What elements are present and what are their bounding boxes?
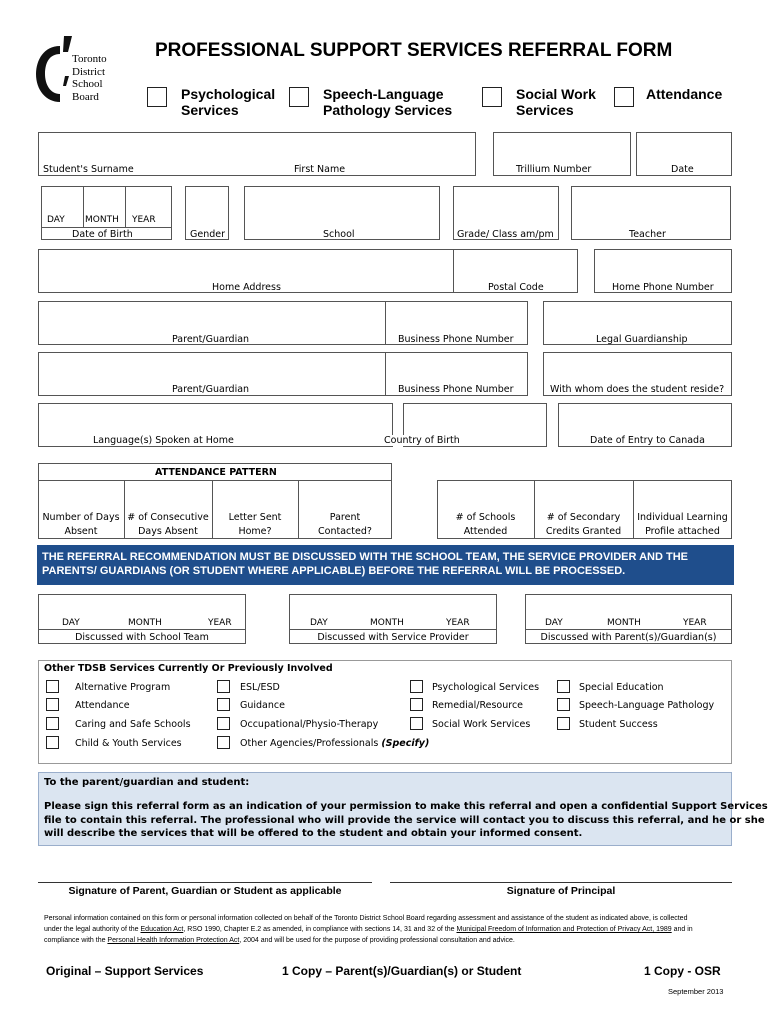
child-youth-checkbox[interactable]	[46, 736, 59, 749]
month-label: MONTH	[607, 618, 641, 628]
principal-signature-line[interactable]	[390, 882, 732, 883]
col-text: Parent	[329, 512, 361, 523]
dob-month-label: MONTH	[85, 215, 119, 225]
service-label: Special Education	[579, 682, 664, 693]
day-label: DAY	[545, 618, 563, 628]
privacy-line: Personal information contained on this form or personal information collected on behalf of the Toronto District School Board regarding assessment and assistance of the student as indicated above, is collected	[44, 915, 688, 922]
col-text: Contacted?	[318, 526, 372, 537]
logo-line1: Toronto	[72, 53, 107, 65]
footer-original: Original – Support Services	[46, 964, 204, 978]
col-text: Number of Days	[42, 512, 120, 523]
discussed-service-provider-label: Discussed with Service Provider	[317, 632, 469, 643]
privacy-text: under the legal authority of the	[44, 926, 141, 933]
privacy-text: and in	[671, 926, 693, 933]
parent-guardian-label: Parent/Guardian	[172, 334, 250, 345]
student-success-checkbox[interactable]	[557, 717, 570, 730]
mfippa-link[interactable]: Municipal Freedom of Information and Protection of Privacy Act, 1989	[456, 926, 672, 933]
year-label: YEAR	[208, 618, 232, 628]
legal-guardianship-label: Legal Guardianship	[596, 334, 688, 345]
school-label: School	[323, 229, 355, 240]
teacher-label: Teacher	[629, 229, 666, 240]
first-name-label: First Name	[294, 164, 346, 175]
dob-label: Date of Birth	[72, 229, 133, 240]
consent-line: Please sign this referral form as an indication of your permission to make this referral and open a confidential Support Services	[44, 801, 768, 812]
reside-label: With whom does the student reside?	[550, 384, 725, 395]
service-label: Remedial/Resource	[432, 700, 524, 711]
gender-label: Gender	[190, 229, 226, 240]
learning-profile-label[interactable]	[633, 511, 732, 539]
col-text: # of Schools	[455, 512, 516, 523]
attendance-checkbox[interactable]	[614, 87, 634, 107]
business-phone-label: Business Phone Number	[398, 334, 514, 345]
psychological-checkbox[interactable]	[147, 87, 167, 107]
discussed-school-team-label: Discussed with School Team	[75, 632, 209, 643]
social-work-checkbox[interactable]	[482, 87, 502, 107]
year-label: YEAR	[446, 618, 470, 628]
speech-language-pathology-checkbox[interactable]	[557, 698, 570, 711]
dob-year-label: YEAR	[132, 215, 156, 225]
col-text: Letter Sent	[228, 512, 282, 523]
footer-date: September 2013	[668, 987, 724, 996]
days-absent-label[interactable]	[38, 511, 124, 539]
consent-line: file to contain this referral. The professional who will provide the service will contact you to discuss this referral, and he or she	[44, 814, 765, 826]
other-agencies-label	[240, 738, 429, 749]
parent-guardian-label: Parent/Guardian	[172, 384, 250, 395]
logo-line4: Board	[72, 90, 99, 103]
month-label: MONTH	[128, 618, 162, 628]
banner-line: PARENTS/ GUARDIANS (OR STUDENT WHERE APPLICABLE) BEFORE THE REFERRAL WILL BE PROCESSED.	[42, 565, 626, 577]
specify-label: (Specify)	[381, 738, 430, 749]
day-label: DAY	[62, 618, 80, 628]
service-label: Speech-Language Pathology	[579, 700, 715, 711]
service-label: Child & Youth Services	[75, 738, 182, 749]
option-text: Services	[181, 102, 239, 118]
social-work-services-checkbox[interactable]	[410, 717, 423, 730]
service-label: Attendance	[75, 700, 130, 711]
col-text: # of Consecutive	[127, 512, 209, 523]
service-label: Student Success	[579, 719, 658, 730]
option-text: Speech-Language	[323, 86, 444, 102]
option-attendance	[646, 86, 722, 102]
home-address-label: Home Address	[212, 282, 281, 293]
discussed-parents-label: Discussed with Parent(s)/Guardian(s)	[540, 632, 717, 643]
consent-text	[44, 800, 768, 841]
service-label: Caring and Safe Schools	[75, 719, 191, 730]
page-title: PROFESSIONAL SUPPORT SERVICES REFERRAL FORM	[155, 40, 673, 61]
service-label: Occupational/Physio-Therapy	[240, 719, 379, 730]
alternative-program-checkbox[interactable]	[46, 680, 59, 693]
education-act-link[interactable]: Education Act	[140, 926, 184, 933]
parent-signature-line[interactable]	[38, 882, 372, 883]
col-text: # of Secondary	[546, 512, 621, 523]
guidance-checkbox[interactable]	[217, 698, 230, 711]
esl-esd-checkbox[interactable]	[217, 680, 230, 693]
service-label: Guidance	[240, 700, 285, 711]
option-text: Attendance	[646, 86, 723, 102]
attendance-service-checkbox[interactable]	[46, 698, 59, 711]
principal-signature-label: Signature of Principal	[506, 885, 616, 897]
year-label: YEAR	[683, 618, 707, 628]
service-label: Alternative Program	[75, 682, 171, 693]
date-label: Date	[671, 164, 694, 175]
speech-language-checkbox[interactable]	[289, 87, 309, 107]
col-text: Individual Learning	[637, 512, 728, 523]
service-label: Psychological Services	[432, 682, 540, 693]
privacy-notice	[44, 913, 734, 946]
other-agencies-checkbox[interactable]	[217, 736, 230, 749]
col-text: Profile attached	[645, 526, 720, 537]
consent-line: will describe the services that will be offered to the student and obtain your informed consent.	[44, 828, 583, 839]
consent-heading: To the parent/guardian and student:	[44, 777, 250, 788]
col-text: Attended	[463, 526, 508, 537]
privacy-line	[44, 924, 734, 935]
service-label: Other Agencies/Professionals	[240, 738, 379, 749]
letter-sent-label[interactable]	[212, 511, 298, 539]
option-text: Services	[516, 102, 574, 118]
parent-contacted-label[interactable]	[298, 511, 392, 539]
special-education-checkbox[interactable]	[557, 680, 570, 693]
other-services-title: Other TDSB Services Currently Or Previously Involved	[44, 663, 333, 674]
option-psychological	[181, 86, 275, 118]
consent-box	[38, 772, 768, 846]
consecutive-days-label[interactable]	[124, 511, 212, 539]
attendance-pattern-title: ATTENDANCE PATTERN	[155, 467, 277, 478]
trillium-label: Trillium Number	[516, 164, 592, 175]
psychological-services-checkbox[interactable]	[410, 680, 423, 693]
business-phone-label: Business Phone Number	[398, 384, 514, 395]
occupational-therapy-checkbox[interactable]	[217, 717, 230, 730]
footer-copy-parents: 1 Copy – Parent(s)/Guardian(s) or Student	[282, 964, 522, 978]
entry-date-label: Date of Entry to Canada	[590, 435, 705, 446]
caring-safe-schools-checkbox[interactable]	[46, 717, 59, 730]
logo-line3: School	[72, 78, 103, 90]
surname-label: Student's Surname	[43, 164, 134, 175]
grade-label: Grade/ Class am/pm	[457, 229, 554, 240]
language-label: Language(s) Spoken at Home	[93, 435, 234, 446]
remedial-resource-checkbox[interactable]	[410, 698, 423, 711]
option-text: Psychological	[181, 86, 276, 102]
privacy-text: , 2004 and will be used for the purpose of providing professional consultation and advice.	[239, 937, 515, 944]
home-phone-label: Home Phone Number	[612, 282, 714, 293]
schools-attended-label[interactable]	[437, 511, 534, 539]
col-text: Days Absent	[138, 526, 198, 537]
option-text: Social Work	[516, 86, 596, 102]
phipa-link[interactable]: Personal Health Information Protection Act	[107, 937, 240, 944]
service-label: Social Work Services	[432, 719, 531, 730]
privacy-line	[44, 935, 734, 946]
privacy-text: compliance with the	[44, 937, 108, 944]
month-label: MONTH	[370, 618, 404, 628]
col-text: Credits Granted	[545, 526, 622, 537]
credits-granted-label[interactable]	[534, 511, 633, 539]
country-of-birth-label: Country of Birth	[384, 435, 460, 446]
banner-line: THE REFERRAL RECOMMENDATION MUST BE DISCUSSED WITH THE SCHOOL TEAM, THE SERVICE PROVIDER AND THE	[42, 551, 688, 563]
option-speech-language	[323, 86, 452, 118]
tdsb-logo	[30, 36, 120, 106]
col-text: Home?	[238, 526, 272, 537]
privacy-text: , RSO 1990, Chapter E.2 as amended, in compliance with sections 14, 31 and 32 of the	[183, 926, 457, 933]
referral-banner	[37, 545, 734, 585]
option-text: Pathology Services	[323, 102, 453, 118]
logo-line2: District	[72, 65, 105, 78]
service-label: ESL/ESD	[240, 682, 280, 693]
day-label: DAY	[310, 618, 328, 628]
option-social-work	[516, 86, 596, 118]
postal-code-label: Postal Code	[488, 282, 544, 293]
footer-copy-osr: 1 Copy - OSR	[644, 964, 721, 978]
dob-day-label: DAY	[47, 215, 65, 225]
col-text: Absent	[64, 526, 98, 537]
parent-signature-label: Signature of Parent, Guardian or Student as applicable	[68, 885, 342, 897]
